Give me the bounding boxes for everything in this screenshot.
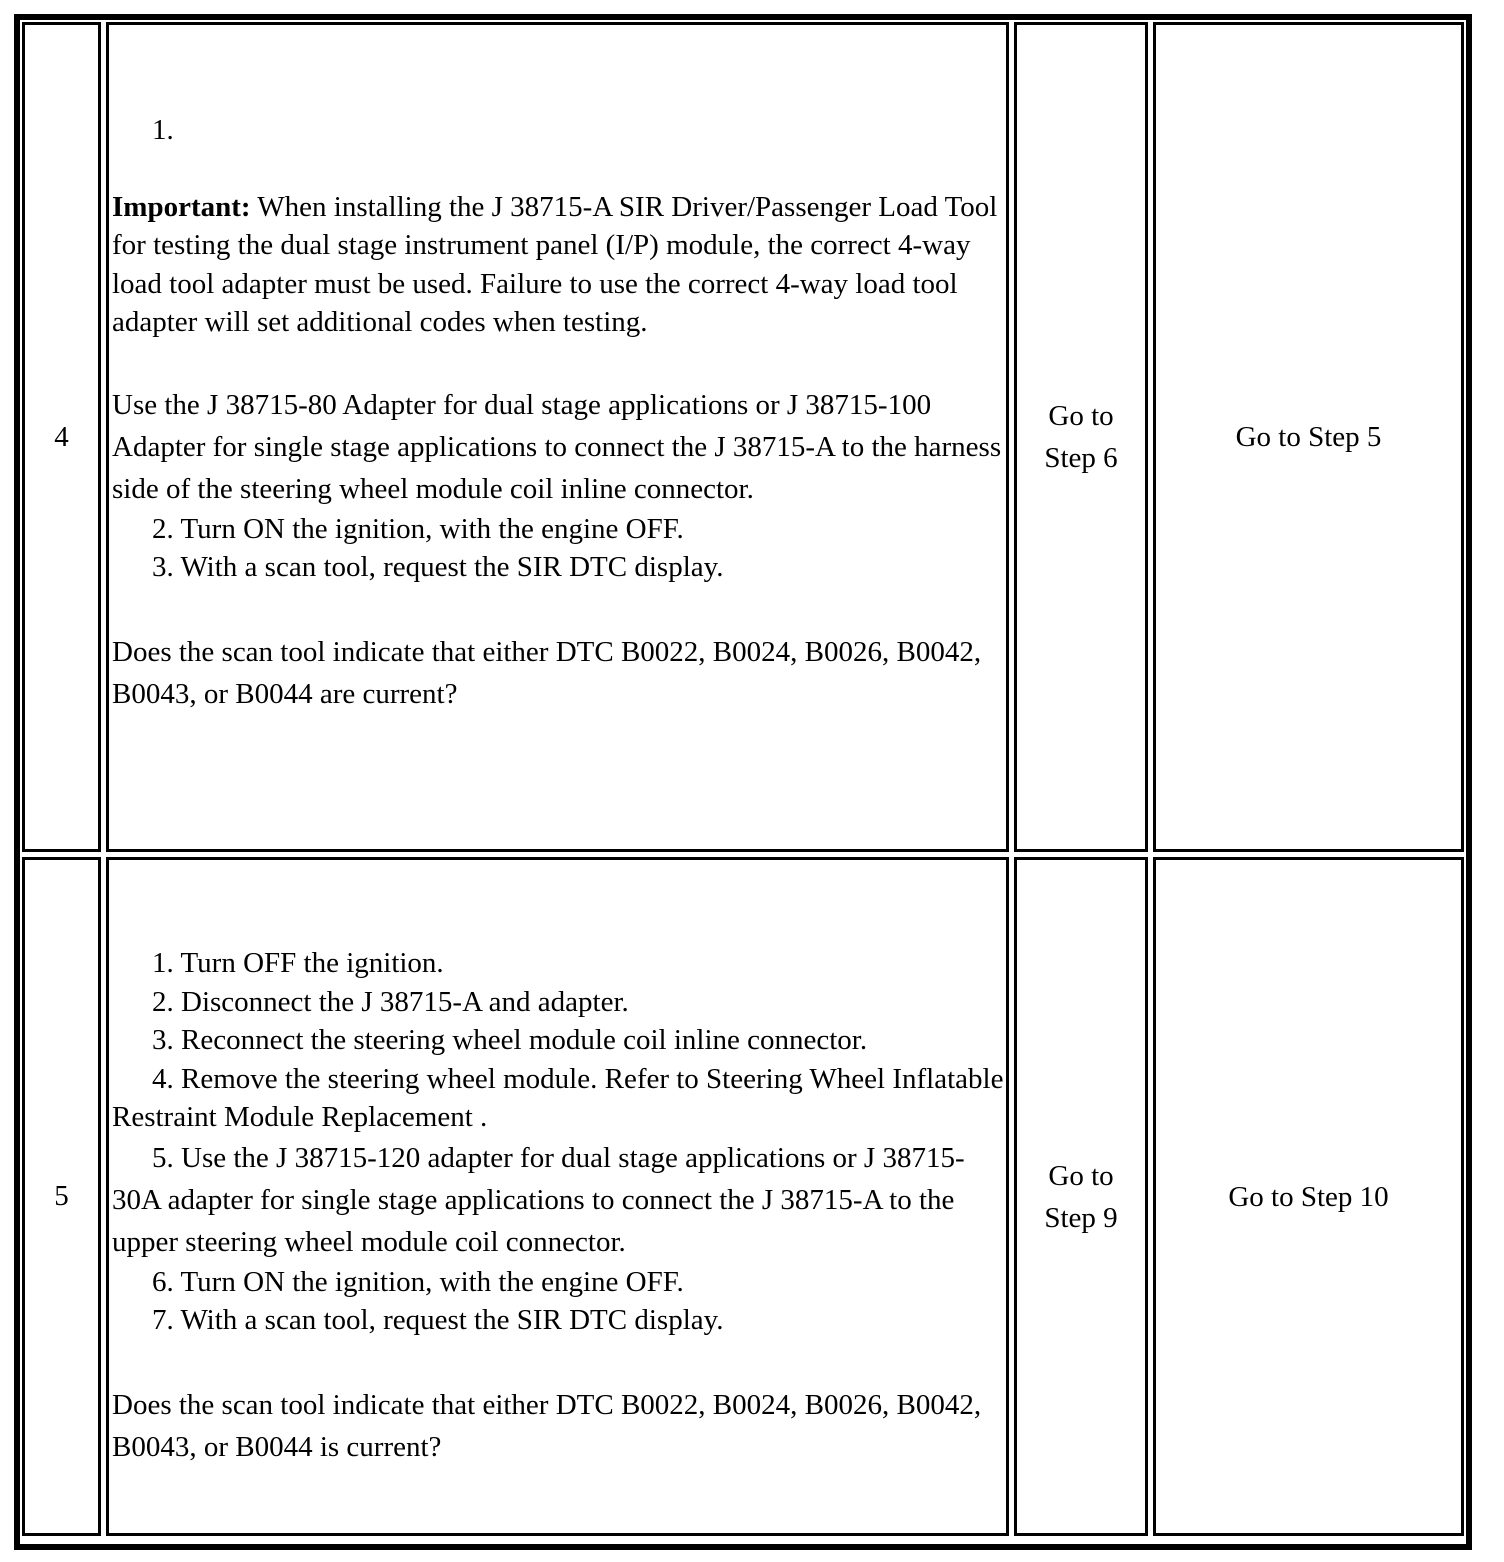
goto-step-link[interactable]: Go to Step 9 (1044, 1159, 1118, 1234)
important-text: When installing the J 38715-A SIR Driver/Passenger Load Tool for testing the dual stage instrument panel (I/P) module, the correct 4-way load tool adapter must be used. Failure to use the correct 4-way load tool adapter will set additional codes when testing. (112, 190, 998, 338)
goto-step-link[interactable]: Go to Step 6 (1044, 400, 1118, 474)
list-item: 7. With a scan tool, request the SIR DTC display. (152, 1304, 724, 1336)
adapter-instruction: Use the J 38715-80 Adapter for dual stage applications or J 38715-100 Adapter for single stage applications to connect the J 38715-A to the harness side of the steering wheel module coil inline connector. (112, 388, 1002, 505)
row-4-yes-cell (1014, 22, 1148, 852)
step-number: 5 (54, 1180, 69, 1213)
list-item: 3. With a scan tool, request the SIR DTC display. (152, 551, 724, 583)
question-text: Does the scan tool indicate that either DTC B0022, B0024, B0026, B0042, B0043, or B0044 are current? (112, 635, 982, 710)
row-5-yes-cell (1014, 857, 1148, 1536)
goto-step-link[interactable]: Go to Step 5 (1235, 421, 1382, 453)
row-4-step-cell (22, 22, 101, 852)
step-number: 4 (54, 420, 69, 453)
row-4-no-cell (1153, 22, 1464, 852)
row-5-action-cell (106, 857, 1009, 1536)
list-item: 2. Disconnect the J 38715-A and adapter. (152, 985, 629, 1018)
diagnostic-table (14, 14, 1472, 1550)
row-4-action-cell (106, 22, 1009, 852)
row-5-step-cell (22, 857, 101, 1536)
list-item: 6. Turn ON the ignition, with the engine OFF. (152, 1265, 684, 1298)
list-item: 1. Turn OFF the ignition. (152, 947, 444, 979)
list-item: 1. (152, 114, 174, 146)
list-item: 4. Remove the steering wheel module. Refer to Steering Wheel Inflatable Restraint Module Replacement . (112, 1062, 1004, 1133)
important-note (112, 188, 1006, 342)
goto-step-link[interactable]: Go to Step 10 (1228, 1180, 1389, 1213)
list-item: 3. Reconnect the steering wheel module coil inline connector. (152, 1024, 868, 1056)
list-item: 5. Use the J 38715-120 adapter for dual stage applications or J 38715-30A adapter for single stage applications to connect the J 38715-A to the upper steering wheel module coil connector. (112, 1141, 965, 1258)
table-body (20, 20, 1466, 1544)
row-5-no-cell (1153, 857, 1464, 1536)
question-text: Does the scan tool indicate that either DTC B0022, B0024, B0026, B0042, B0043, or B0044 is current? (112, 1388, 982, 1463)
list-item: 2. Turn ON the ignition, with the engine OFF. (152, 512, 684, 545)
important-label: Important: (112, 190, 251, 223)
